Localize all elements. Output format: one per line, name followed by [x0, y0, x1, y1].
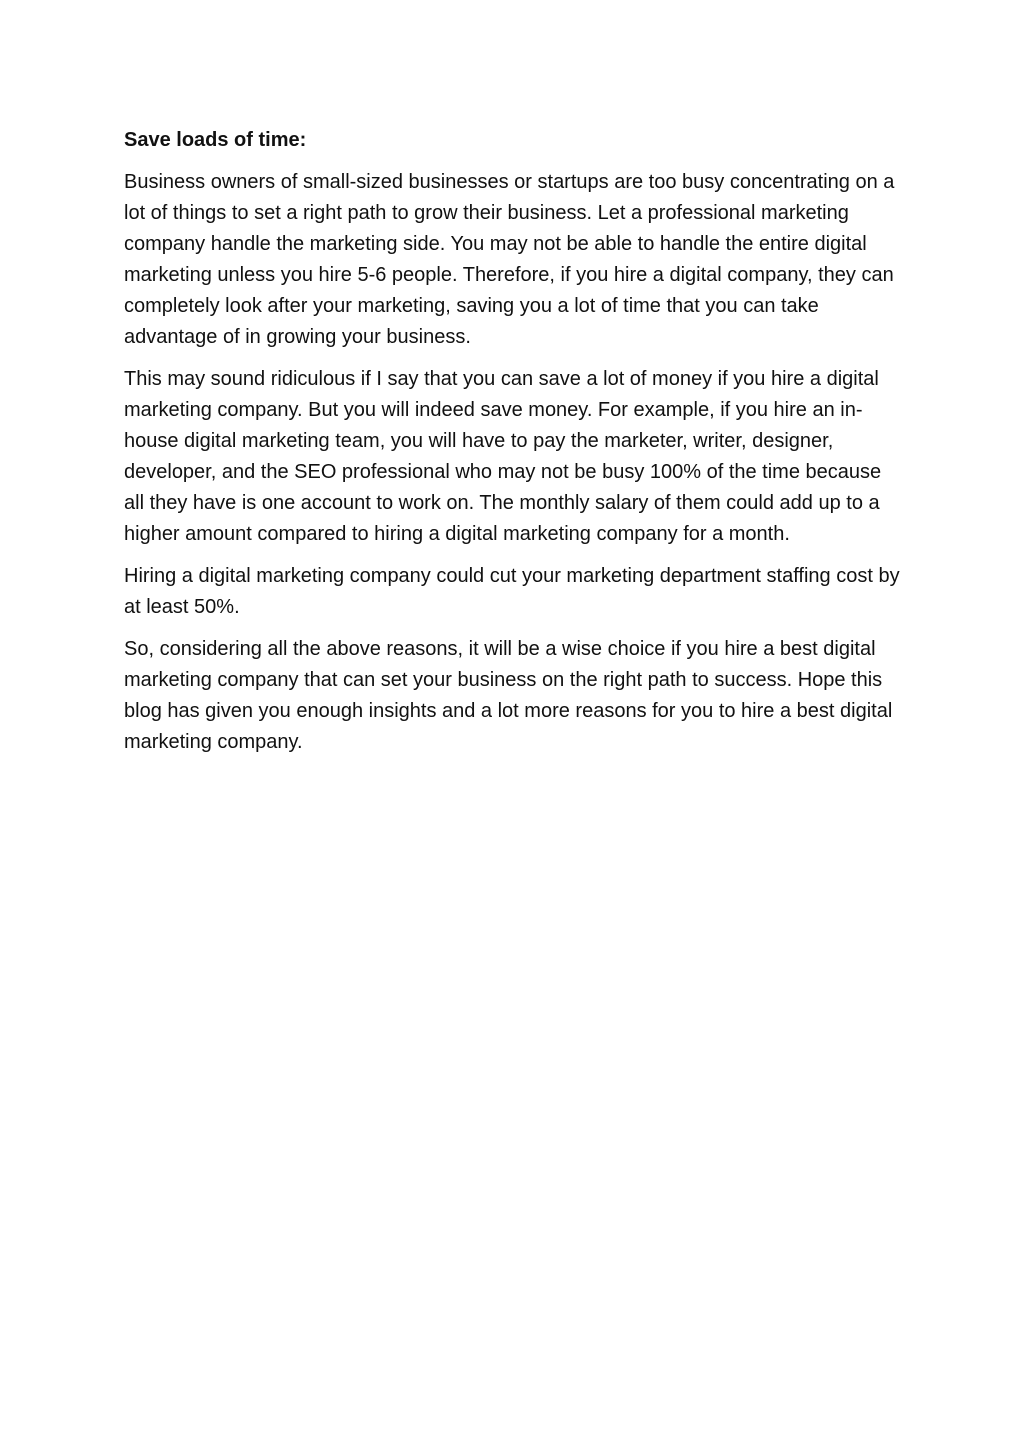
paragraph-save-money: This may sound ridiculous if I say that you can save a lot of money if you hire a digital marketing company. But you will indeed save money. For example, if you hire an in-house digital marketing team, you will have to pay the marketer, writer, designer, developer, and the SEO professional who may not be busy 100% of the time because all they have is one account to work on. The monthly salary of them could add up to a higher amount compared to hiring a digital marketing company for a month.	[124, 368, 882, 545]
paragraph-save-time: Business owners of small-sized businesses or startups are too busy concentrating on a lot of things to set a right path to grow their business. Let a professional marketing company handle the marketing side. You may not be able to handle the entire digital marketing unless you hire 5-6 people. Therefore, if you hire a digital company, they can completely look after your marketing, saving you a lot of time that you can take advantage of in growing your business.	[124, 171, 895, 348]
section-heading: Save loads of time:	[124, 129, 307, 151]
paragraph-staffing-cost: Hiring a digital marketing company could cut your marketing department staffing cost by at least 50%.	[124, 565, 900, 618]
document-body	[124, 125, 904, 769]
paragraph-conclusion: So, considering all the above reasons, it will be a wise choice if you hire a best digital marketing company that can set your business on the right path to success. Hope this blog has given you enough insights and a lot more reasons for you to hire a best digital marketing company.	[124, 638, 893, 753]
